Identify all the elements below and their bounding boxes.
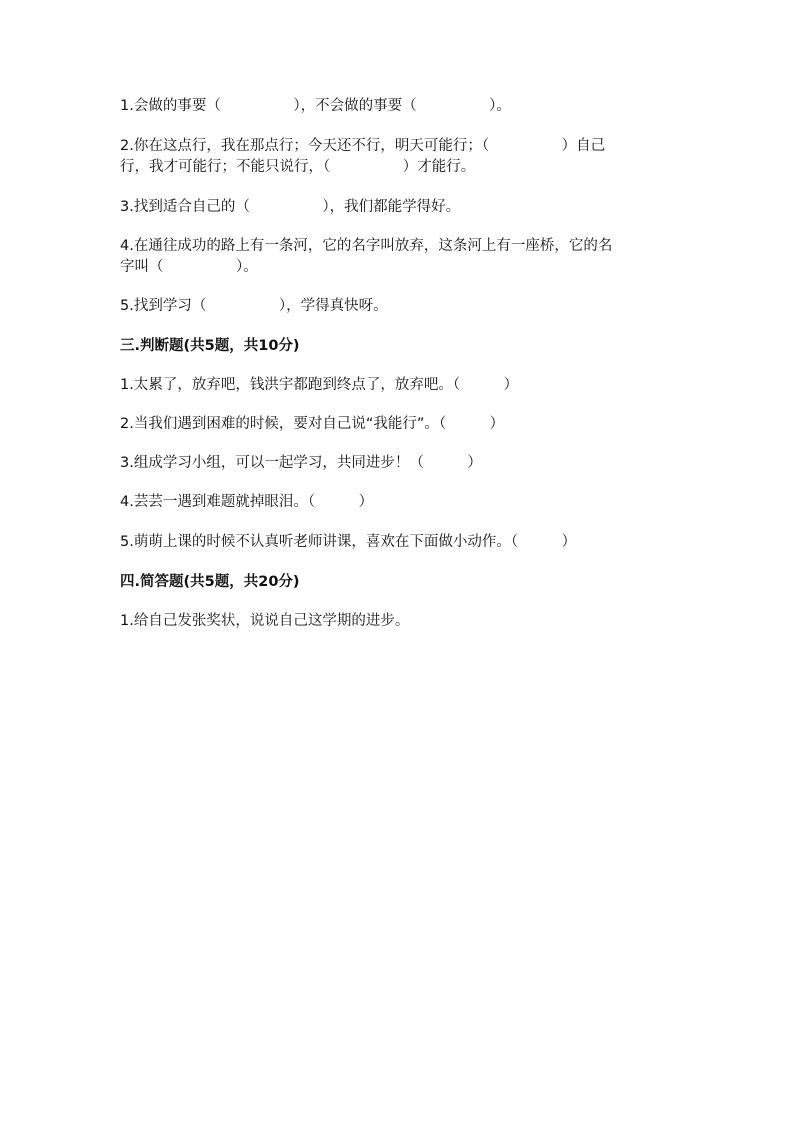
fill-blank-q2-line1: 2.你在这点行，我在那点行；今天还不行，明天可能行；（ ）自己 [120, 138, 606, 154]
fill-blank-q4-line1: 4.在通往成功的路上有一条河，它的名字叫放弃，这条河上有一座桥，它的名 [120, 238, 613, 254]
true-false-q1: 1.太累了，放弃吧，钱洪宇都跑到终点了，放弃吧。（ ） [120, 377, 519, 393]
fill-blank-q5-line1: 5.找到学习（ ），学得真快呀。 [120, 298, 388, 314]
short-answer-q1: 1.给自己发张奖状，说说自己这学期的进步。 [120, 613, 410, 629]
section-true-false-heading: 三.判断题(共5题，共10分) [120, 338, 300, 354]
fill-blank-q2-line2: 行，我才可能行；不能只说行，（ ）才能行。 [120, 159, 476, 175]
true-false-q4: 4.芸芸一遇到难题就掉眼泪。（ ） [120, 494, 374, 510]
true-false-q5: 5.萌萌上课的时候不认真听老师讲课，喜欢在下面做小动作。（ ） [120, 534, 577, 550]
true-false-q3: 3.组成学习小组，可以一起学习，共同进步！（ ） [120, 455, 482, 471]
fill-blank-q4-line2: 字叫（ ）。 [120, 259, 258, 275]
section-short-answer-heading: 四.简答题(共5题，共20分) [120, 574, 300, 590]
fill-blank-q3-line1: 3.找到适合自己的（ ），我们都能学得好。 [120, 199, 461, 215]
true-false-q2: 2.当我们遇到困难的时候，要对自己说“我能行”。（ ） [120, 416, 505, 432]
fill-blank-q1-line1: 1.会做的事要（ ），不会做的事要（ ）。 [120, 98, 511, 114]
